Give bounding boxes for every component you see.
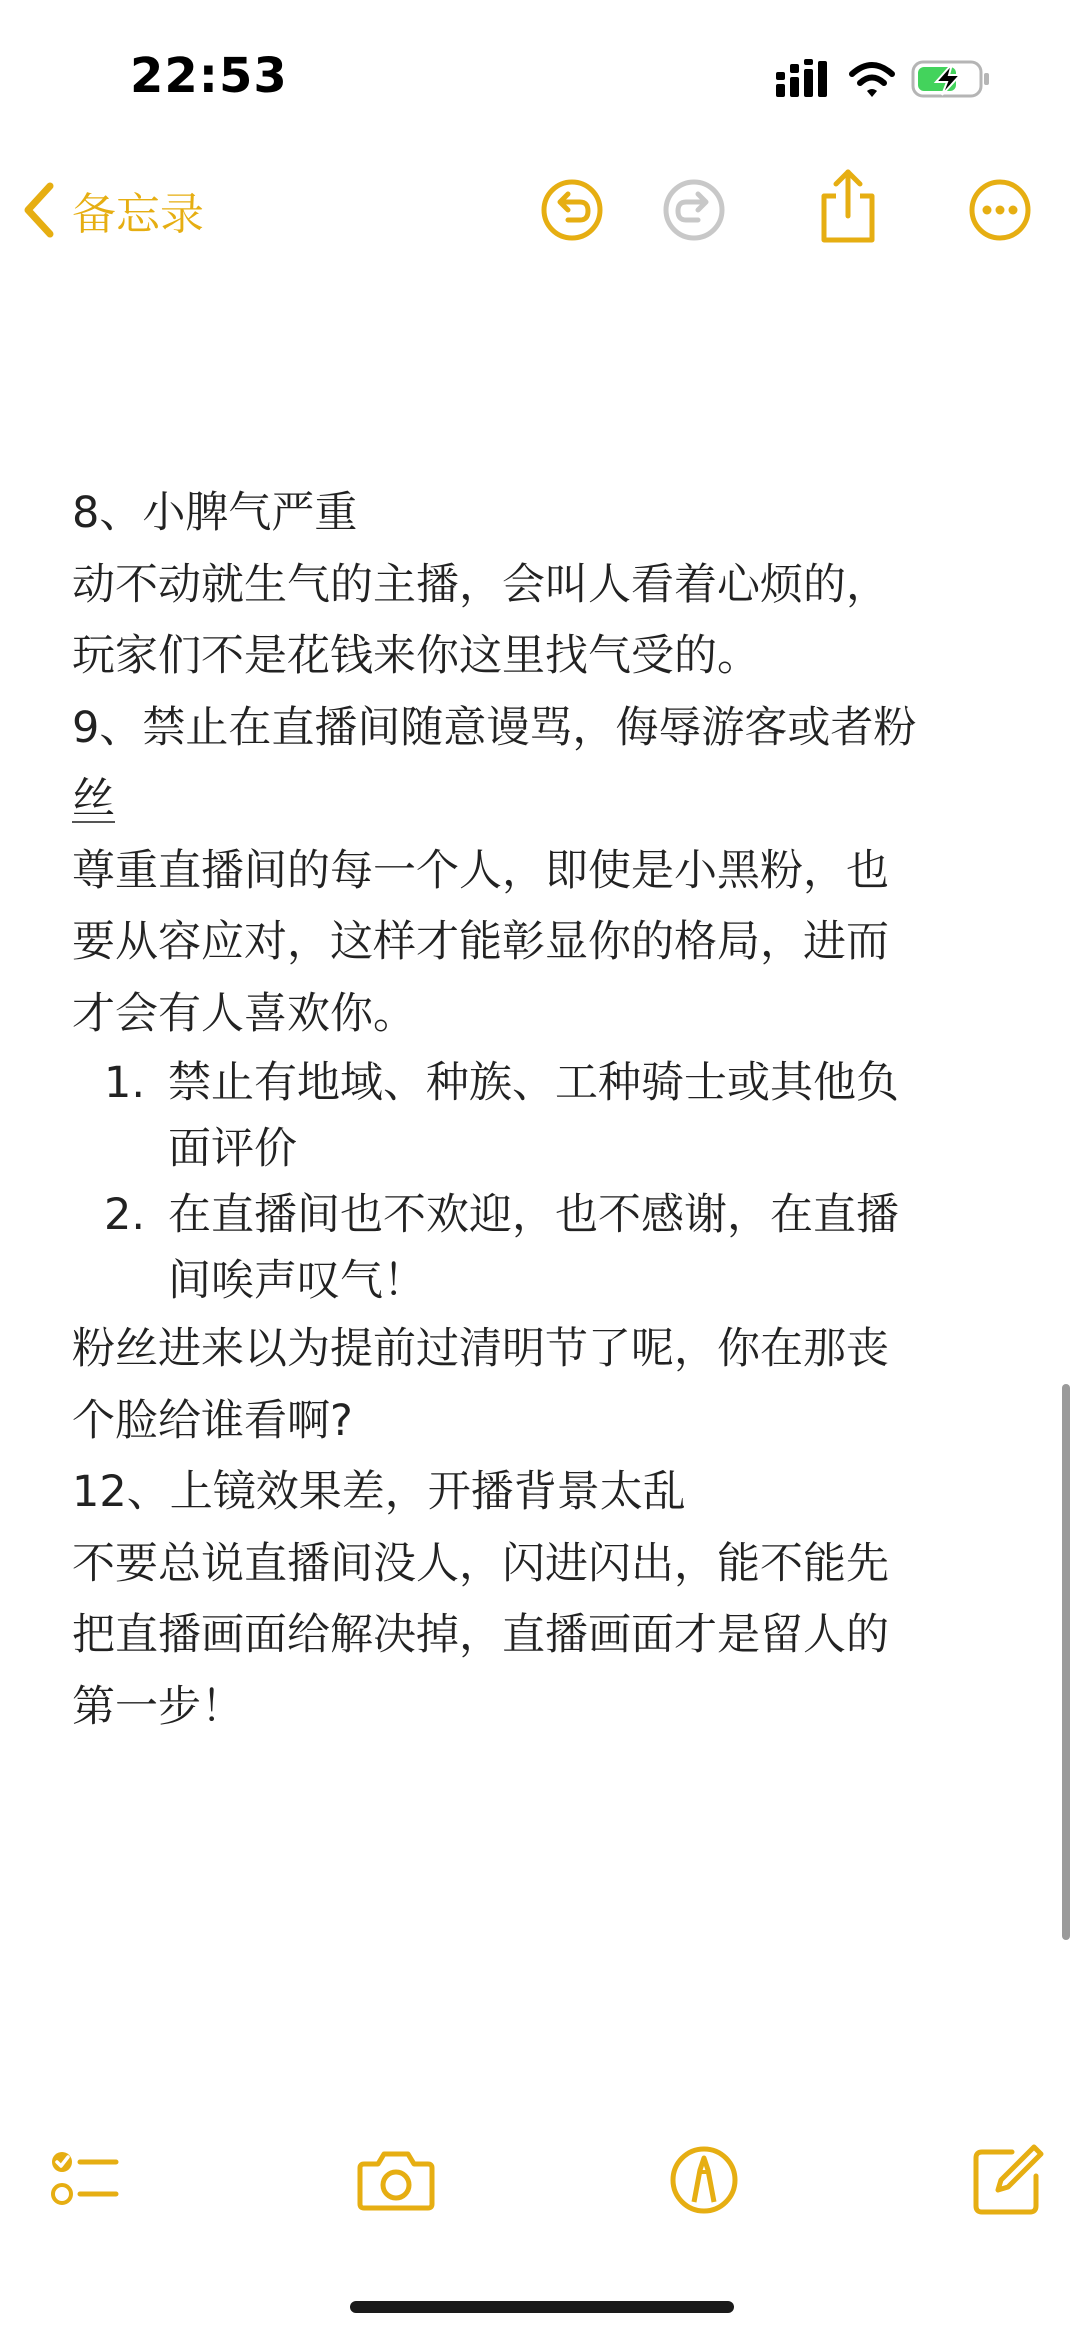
battery-charging-icon xyxy=(913,62,989,96)
checklist-icon[interactable] xyxy=(44,2140,124,2220)
status-bar xyxy=(0,0,1080,150)
cellular-signal-icon xyxy=(776,59,827,97)
note-line: 尊重直播间的每一个人，即使是小黑粉，也 xyxy=(72,845,889,896)
note-body[interactable] xyxy=(72,478,1012,1743)
markup-icon[interactable] xyxy=(664,2140,744,2220)
home-indicator[interactable] xyxy=(350,2301,734,2313)
undo-icon[interactable] xyxy=(538,176,606,244)
scrollbar[interactable] xyxy=(1062,1384,1070,1940)
note-line: 9、禁止在直播间随意谩骂，侮辱游客或者粉 xyxy=(72,702,917,753)
note-line: 个脸给谁看啊? xyxy=(72,1395,353,1446)
compose-icon[interactable] xyxy=(968,2140,1048,2220)
list-item-text: 禁止有地域、种族、工种骑士或其他负 xyxy=(168,1058,899,1108)
nav-bar xyxy=(0,160,1080,260)
list-item-text: 面评价 xyxy=(168,1124,297,1174)
camera-icon[interactable] xyxy=(356,2140,436,2220)
bottom-toolbar xyxy=(0,2140,1080,2230)
redo-icon[interactable] xyxy=(660,176,728,244)
status-icons xyxy=(776,58,996,102)
note-line: 8、小脾气严重 xyxy=(72,488,358,538)
note-line: 丝 xyxy=(72,774,115,824)
list-item-number: 2. xyxy=(104,1190,146,1240)
back-label: 备忘录 xyxy=(72,189,204,240)
note-line: 不要总说直播间没人，闪进闪出，能不能先 xyxy=(72,1538,889,1589)
back-button[interactable] xyxy=(22,180,204,240)
status-time: 22:53 xyxy=(130,48,288,104)
note-line: 才会有人喜欢你。 xyxy=(72,988,416,1039)
numbered-list xyxy=(72,1050,1012,1314)
note-line: 玩家们不是花钱来你这里找气受的。 xyxy=(72,631,760,681)
chevron-left-icon xyxy=(22,182,58,238)
note-line: 要从容应对，这样才能彰显你的格局，进而 xyxy=(72,917,889,967)
share-icon[interactable] xyxy=(814,166,882,246)
note-line: 粉丝进来以为提前过清明节了呢，你在那丧 xyxy=(72,1324,889,1374)
list-item-text: 在直播间也不欢迎，也不感谢，在直播 xyxy=(168,1190,899,1240)
more-icon[interactable] xyxy=(966,176,1034,244)
wifi-icon xyxy=(852,65,892,97)
list-item xyxy=(72,1182,1012,1314)
note-line: 动不动就生气的主播，会叫人看着心烦的， xyxy=(72,559,889,610)
list-item xyxy=(72,1050,1012,1182)
note-line: 第一步！ xyxy=(72,1681,244,1732)
list-item-number: 1. xyxy=(104,1058,146,1108)
list-item-text: 间唉声叹气！ xyxy=(168,1256,426,1306)
note-line: 把直播画面给解决掉，直播画面才是留人的 xyxy=(72,1610,889,1660)
note-line: 12、上镜效果差，开播背景太乱 xyxy=(72,1467,686,1517)
